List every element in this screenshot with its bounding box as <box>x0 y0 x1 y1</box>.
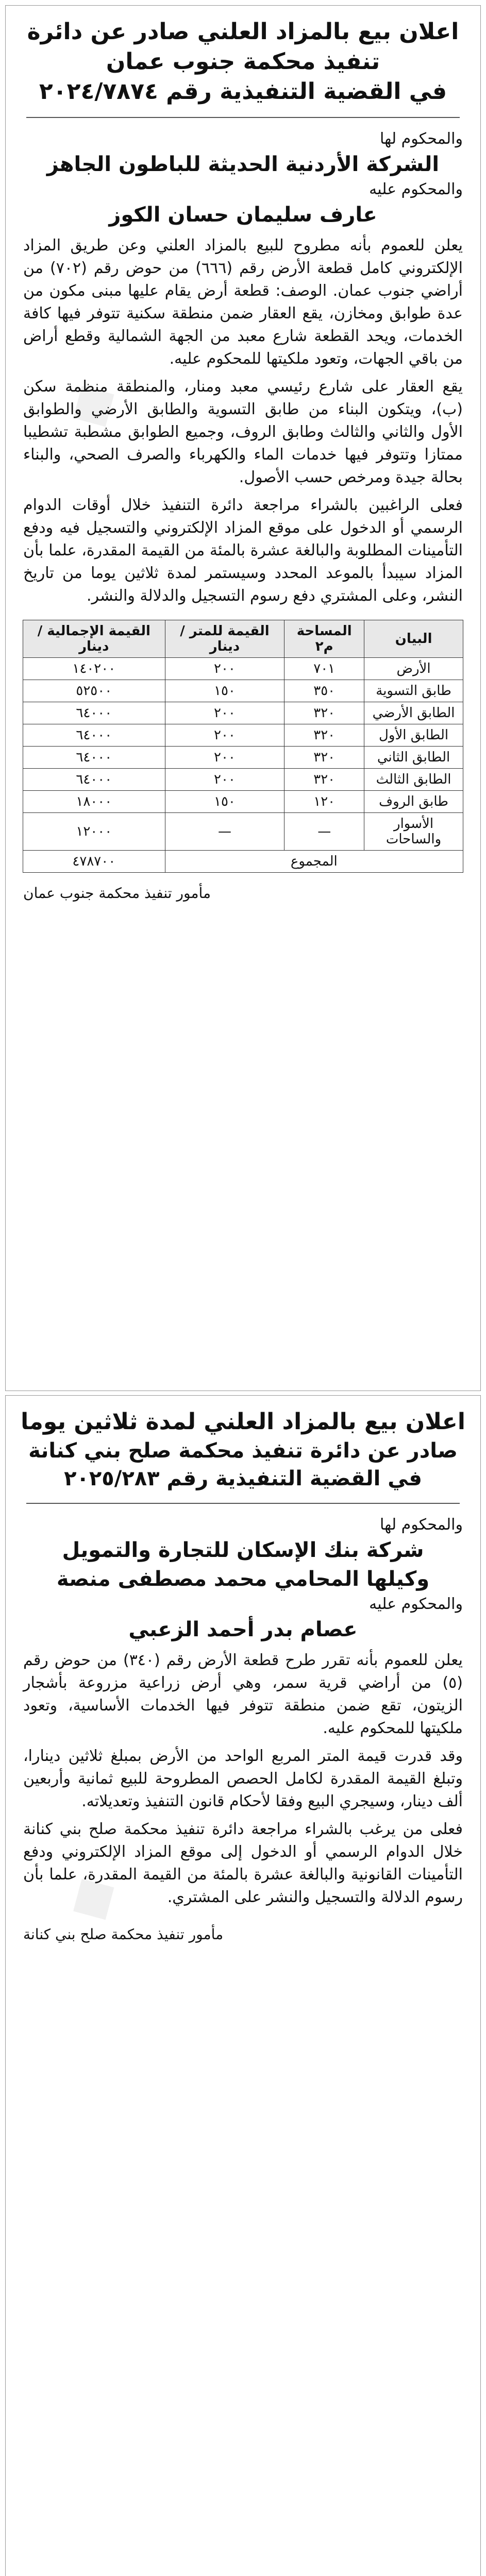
notice1-details: يقع العقار على شارع رئيسي معبد ومنار، والمنطقة منظمة سكن (ب)، ويتكون البناء من طابق التسوية والطابق الأرضي والطوابق الأول والثاني والثالث وطابق الروف، وجميع الطوابق مشطبة تشطيبا ممتازا وتتوفر فيها خدمات الماء والكهرباء والصرف الصحي، والبناء بحالة جيدة ومرخص حسب الأصول. <box>23 378 463 486</box>
table-cell: ٣٥٠ <box>284 680 364 702</box>
table-cell: ٦٤٠٠٠ <box>23 702 165 724</box>
table-cell: ٣٢٠ <box>284 747 364 769</box>
table-row <box>23 769 463 791</box>
table-cell: ٣٢٠ <box>284 702 364 724</box>
table-cell: — <box>165 813 284 851</box>
notice2-debtor-label: والمحكوم عليه <box>369 1595 463 1613</box>
divider <box>26 117 460 118</box>
table-cell: ٥٢٥٠٠ <box>23 680 165 702</box>
table-cell: ١٥٠ <box>165 680 284 702</box>
table-cell: طابق الروف <box>364 791 463 813</box>
table-cell: طابق التسوية <box>364 680 463 702</box>
table-cell: ٢٠٠ <box>165 747 284 769</box>
notice2-details: وقد قدرت قيمة المتر المربع الواحد من الأرض بمبلغ ثلاثين دينارا، وتبلغ القيمة المقدرة لكامل الحصص المطروحة للبيع ثمانية وأربعين ألف دينار، وسيجري البيع وفقا لأحكام قانون التنفيذ وتعديلاته. <box>23 1747 463 1810</box>
auction-notice-south-amman <box>5 5 481 1391</box>
notice2-creditor: شركة بنك الإسكان للتجارة والتمويل <box>62 1538 424 1562</box>
table-row <box>23 791 463 813</box>
table-cell: ١٢٠٠٠ <box>23 813 165 851</box>
watermark: ◆ <box>53 359 130 445</box>
notice2-signature: مأمور تنفيذ محكمة صلح بني كنانة <box>23 1926 224 1943</box>
notice1-creditor: الشركة الأردنية الحديثة للباطون الجاهز <box>46 152 440 176</box>
col-header: القيمة للمتر / دينار <box>165 620 284 658</box>
table-row <box>23 724 463 747</box>
col-header: البيان <box>364 620 463 658</box>
notice2-case: في القضية التنفيذية رقم ٢٠٢٥/٢٨٣ <box>64 1467 422 1490</box>
notice2-creditor-agent: وكيلها المحامي محمد مصطفى منصة <box>56 1567 430 1591</box>
notice1-creditor-label: والمحكوم لها <box>380 130 463 148</box>
notice2-subtitle: صادر عن دائرة تنفيذ محكمة صلح بني كنانة <box>28 1439 458 1463</box>
table-cell: ٦٤٠٠٠ <box>23 747 165 769</box>
table-cell: ٦٤٠٠٠ <box>23 724 165 747</box>
table-cell: ١٥٠ <box>165 791 284 813</box>
total-label: المجموع <box>165 851 463 873</box>
table-cell: ٦٤٠٠٠ <box>23 769 165 791</box>
table-header-row <box>23 620 463 658</box>
table-total-row <box>23 851 463 873</box>
table-cell: الطابق الأرضي <box>364 702 463 724</box>
table-row <box>23 702 463 724</box>
notice1-case: في القضية التنفيذية رقم ٢٠٢٤/٧٨٧٤ <box>39 78 447 105</box>
notice1-procedure: فعلى الراغبين بالشراء مراجعة دائرة التنفيذ خلال أوقات الدوام الرسمي أو الدخول على موقع المزاد الإلكتروني والتسجيل فيه ودفع التأمينات المطلوبة والبالغة عشرة بالمئة من القيمة المقدرة، علما بأن المزاد سيبدأ بالموعد المحدد وسيستمر لمدة ثلاثين يوما من تاريخ النشر، وعلى المشتري دفع رسوم التسجيل والدلالة والنشر. <box>23 496 463 605</box>
notice2-debtor: عصام بدر أحمد الزعبي <box>128 1618 358 1641</box>
table-cell: الأسوار والساحات <box>364 813 463 851</box>
notice1-debtor: عارف سليمان حسان الكوز <box>109 203 377 227</box>
table-row <box>23 747 463 769</box>
notice2-procedure: فعلى من يرغب بالشراء مراجعة دائرة تنفيذ محكمة صلح بني كنانة خلال الدوام الرسمي أو الدخول إلى موقع المزاد الإلكتروني ودفع التأمينات القانونية والبالغة عشرة بالمئة من القيمة المقدرة، علما بأن رسوم الدلالة والتسجيل والنشر على المشتري. <box>23 1820 463 1906</box>
table-cell: ١٤٠٢٠٠ <box>23 658 165 680</box>
notice2-announcement: يعلن للعموم بأنه تقرر طرح قطعة الأرض رقم (٣٤٠) من حوض رقم (٥) من أراضي قرية سمر، وهي أرض زراعية مزروعة بأشجار الزيتون، تقع ضمن منطقة تتوفر فيها الخدمات الأساسية، وتعود ملكيتها للمحكوم عليه. <box>23 1651 463 1737</box>
watermark: ◆ <box>53 1852 130 1938</box>
table-cell: ٣٢٠ <box>284 724 364 747</box>
notice1-debtor-label: والمحكوم عليه <box>369 180 463 198</box>
table-cell: ٢٠٠ <box>165 769 284 791</box>
table-cell: ٢٠٠ <box>165 702 284 724</box>
table-row <box>23 680 463 702</box>
auction-notice-bani-kinana <box>5 1395 481 2576</box>
table-cell: الطابق الثاني <box>364 747 463 769</box>
notice2-creditor-label: والمحكوم لها <box>380 1516 463 1534</box>
table-cell: ٢٠٠ <box>165 724 284 747</box>
table-cell: — <box>284 813 364 851</box>
table-cell: ٣٢٠ <box>284 769 364 791</box>
notice1-signature: مأمور تنفيذ محكمة جنوب عمان <box>23 885 211 902</box>
table-row <box>23 658 463 680</box>
table-cell: ١٢٠ <box>284 791 364 813</box>
table-row <box>23 813 463 851</box>
table-cell: ١٨٠٠٠ <box>23 791 165 813</box>
table-cell: الطابق الأول <box>364 724 463 747</box>
divider <box>26 1503 460 1504</box>
notice1-title: اعلان بيع بالمزاد العلني صادر عن دائرة تنفيذ محكمة جنوب عمان <box>27 19 459 75</box>
table-cell: الأرض <box>364 658 463 680</box>
col-header: القيمة الإجمالية / دينار <box>23 620 165 658</box>
table-cell: ٧٠١ <box>284 658 364 680</box>
notice1-announcement: يعلن للعموم بأنه مطروح للبيع بالمزاد العلني وعن طريق المزاد الإلكتروني كامل قطعة الأرض رقم (٦٦٦) من حوض رقم (٧٠٢) من أراضي جنوب عمان. الوصف: قطعة أرض يقام عليها مبنى مكون من عدة طوابق ومخازن، يقع العقار ضمن منطقة سكنية تتوفر فيها كافة الخدمات، ويحد القطعة شارع معبد من الجهة الشمالية وقطع أراض من باقي الجهات، وتعود ملكيتها للمحكوم عليه. <box>23 236 463 368</box>
notice2-title: اعلان بيع بالمزاد العلني لمدة ثلاثين يوما <box>21 1409 465 1435</box>
table-cell: الطابق الثالث <box>364 769 463 791</box>
table-cell: ٢٠٠ <box>165 658 284 680</box>
col-header: المساحة م٢ <box>284 620 364 658</box>
valuation-table <box>23 620 463 873</box>
total-value: ٤٧٨٧٠٠ <box>23 851 165 873</box>
